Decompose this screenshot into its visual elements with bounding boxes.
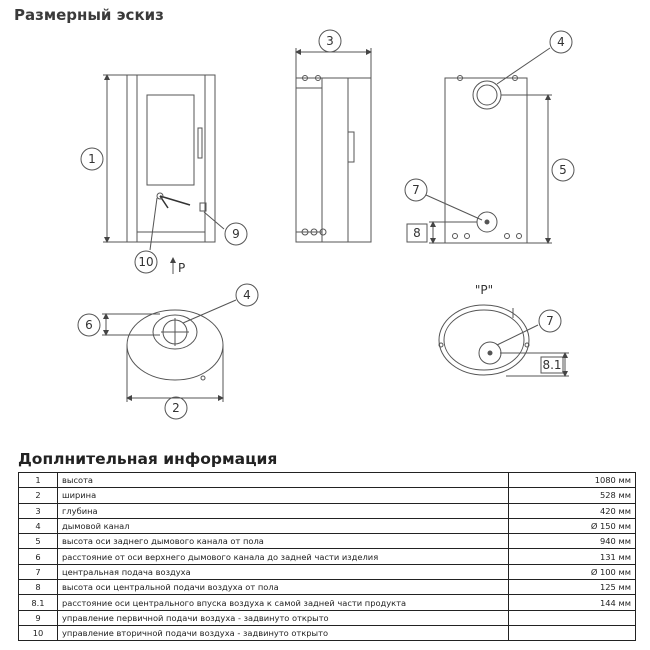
callout-7a: 7: [412, 183, 420, 197]
table-row: [19, 473, 636, 488]
row-number: 6: [19, 549, 58, 564]
table-row: [19, 625, 636, 640]
front-view: [81, 75, 247, 274]
row-number: 2: [19, 488, 58, 503]
table-row: [19, 549, 636, 564]
row-description: центральная подача воздуха: [58, 564, 509, 579]
row-description: дымовой канал: [58, 518, 509, 533]
row-value: 420 мм: [509, 503, 636, 518]
side-body-outline: [296, 78, 371, 242]
callout-5: 5: [559, 163, 567, 177]
row-description: высота оси заднего дымового канала от пола: [58, 534, 509, 549]
top-view: [78, 284, 258, 419]
row-value: 940 мм: [509, 534, 636, 549]
callout-1: 1: [88, 152, 96, 166]
row-number: 3: [19, 503, 58, 518]
row-description: управление первичной подачи воздуха - задвинуто открыто: [58, 610, 509, 625]
row-value: [509, 625, 636, 640]
view-p-arrow-label: P: [178, 261, 186, 275]
row-number: 4: [19, 518, 58, 533]
row-description: высота оси центральной подачи воздуха от пола: [58, 580, 509, 595]
info-title: Доплнительная информация: [18, 450, 278, 468]
sketch-title: Размерный эскиз: [14, 6, 164, 24]
table-row: [19, 564, 636, 579]
callout-4b: 4: [243, 288, 251, 302]
callout-6: 6: [85, 318, 93, 332]
row-value: [509, 610, 636, 625]
row-number: 7: [19, 564, 58, 579]
callout-3: 3: [326, 34, 334, 48]
callout-4a: 4: [557, 35, 565, 49]
row-value: 528 мм: [509, 488, 636, 503]
row-description: высота: [58, 473, 509, 488]
row-description: глубина: [58, 503, 509, 518]
row-value: 1080 мм: [509, 473, 636, 488]
spec-table: [18, 472, 636, 641]
front-door-glass: [147, 95, 194, 185]
view-p-outline: [439, 305, 529, 375]
callout-7b: 7: [546, 314, 554, 328]
view-p-label: "P": [474, 283, 494, 297]
row-number: 8: [19, 580, 58, 595]
callout-9: 9: [232, 227, 240, 241]
table-row: [19, 503, 636, 518]
row-value: Ø 150 мм: [509, 518, 636, 533]
row-number: 9: [19, 610, 58, 625]
table-row: [19, 580, 636, 595]
row-number: 5: [19, 534, 58, 549]
row-description: расстояние от оси верхнего дымового канала до задней части изделия: [58, 549, 509, 564]
back-view: [405, 31, 574, 243]
side-view: [296, 30, 371, 242]
row-description: ширина: [58, 488, 509, 503]
table-row: [19, 534, 636, 549]
back-body-outline: [445, 78, 527, 243]
row-number: 8.1: [19, 595, 58, 610]
table-row: [19, 610, 636, 625]
row-value: 144 мм: [509, 595, 636, 610]
callout-8: 8: [413, 226, 421, 240]
row-description: управление вторичной подачи воздуха - задвинуто открыто: [58, 625, 509, 640]
row-number: 1: [19, 473, 58, 488]
table-row: [19, 488, 636, 503]
row-value: 131 мм: [509, 549, 636, 564]
row-number: 10: [19, 625, 58, 640]
row-value: 125 мм: [509, 580, 636, 595]
table-row: [19, 518, 636, 533]
table-row: [19, 595, 636, 610]
door-handle: [198, 128, 202, 158]
callout-8-1: 8.1: [542, 358, 562, 372]
row-value: Ø 100 мм: [509, 564, 636, 579]
callout-2: 2: [172, 401, 180, 415]
callout-10: 10: [138, 255, 154, 269]
row-description: расстояние оси центрального впуска воздуха к самой задней части продукта: [58, 595, 509, 610]
